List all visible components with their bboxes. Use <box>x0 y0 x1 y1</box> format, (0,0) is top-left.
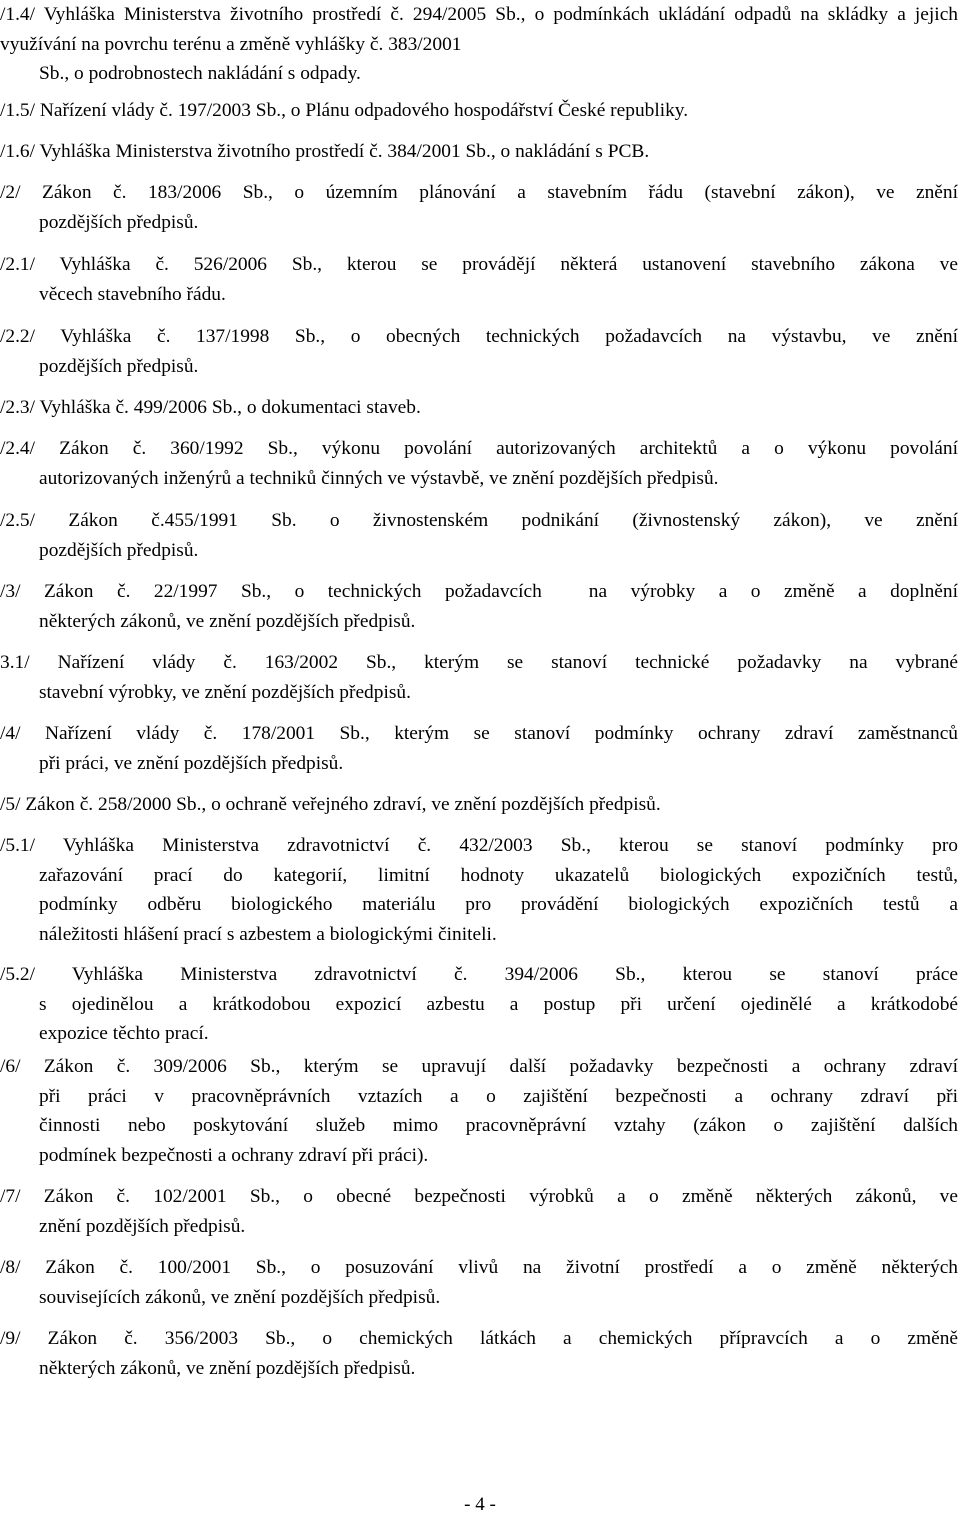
reference-line: některých zákonů, ve znění pozdějších předpisů. <box>39 610 416 632</box>
reference-line: podmínek bezpečnosti a ochrany zdraví při práci). <box>39 1144 429 1166</box>
reference-line: /1.6/ Vyhláška Ministerstva životního prostředí č. 384/2001 Sb., o nakládání s PCB. <box>0 141 650 162</box>
reference-2-3 <box>0 393 958 423</box>
reference-4 <box>0 719 958 778</box>
reference-line: /7/ Zákon č. 102/2001 Sb., o obecné bezpečnosti výrobků a o změně některých zákonů, ve <box>0 1186 958 1207</box>
reference-2-2 <box>0 322 958 381</box>
reference-line: /6/ Zákon č. 309/2006 Sb., kterým se upravují další požadavky bezpečnosti a ochrany zdraví <box>0 1056 958 1077</box>
reference-1-6 <box>0 137 958 167</box>
reference-line: /2.1/ Vyhláška č. 526/2006 Sb., kterou se provádějí některá ustanovení stavebního zákona ve <box>0 254 958 275</box>
reference-line: /1.4/ Vyhláška Ministerstva životního prostředí č. 294/2005 Sb., o podmínkách ukládání odpadů na skládky a jejich využívání na povrchu terénu a změně vyhlášky č. 383/2001 <box>0 4 958 55</box>
reference-line: 3.1/ Nařízení vlády č. 163/2002 Sb., kterým se stanoví technické požadavky na vybrané <box>0 652 958 673</box>
reference-line: při práci, ve znění pozdějších předpisů. <box>39 752 344 774</box>
reference-line: autorizovaných inženýrů a techniků činných ve výstavbě, ve znění pozdějších předpisů. <box>39 467 719 489</box>
reference-7 <box>0 1182 958 1241</box>
reference-line: /2.2/ Vyhláška č. 137/1998 Sb., o obecných technických požadavcích na výstavbu, ve znění <box>0 326 958 347</box>
reference-line: /5.1/ Vyhláška Ministerstva zdravotnictví č. 432/2003 Sb., kterou se stanoví podmínky pro <box>0 835 958 856</box>
reference-line: pozdějších předpisů. <box>39 539 199 561</box>
reference-5-2 <box>0 960 958 1049</box>
reference-line: pozdějších předpisů. <box>39 211 199 233</box>
reference-line: /2.4/ Zákon č. 360/1992 Sb., výkonu povolání autorizovaných architektů a o výkonu povolání <box>0 438 958 459</box>
reference-1-5 <box>0 96 958 126</box>
reference-line: náležitosti hlášení prací s azbestem a biologickými činiteli. <box>39 923 497 945</box>
reference-line: /2.3/ Vyhláška č. 499/2006 Sb., o dokumentaci staveb. <box>0 397 421 418</box>
reference-line: /5/ Zákon č. 258/2000 Sb., o ochraně veřejného zdraví, ve znění pozdějších předpisů. <box>0 794 661 815</box>
reference-line: souvisejících zákonů, ve znění pozdějších předpisů. <box>39 1286 441 1308</box>
reference-line: stavební výrobky, ve znění pozdějších předpisů. <box>39 681 411 703</box>
reference-2-4 <box>0 434 958 493</box>
reference-line: /8/ Zákon č. 100/2001 Sb., o posuzování vlivů na životní prostředí a o změně některých <box>0 1257 958 1278</box>
reference-3 <box>0 577 958 636</box>
reference-5 <box>0 790 958 820</box>
reference-9 <box>0 1324 958 1383</box>
reference-line: věcech stavebního řádu. <box>39 283 226 305</box>
reference-5-1 <box>0 831 958 949</box>
reference-line: /5.2/ Vyhláška Ministerstva zdravotnictví č. 394/2006 Sb., kterou se stanoví práce <box>0 964 958 985</box>
reference-line: při práci v pracovněprávních vztazích a o zajištění bezpečnosti a ochrany zdraví při <box>39 1085 958 1107</box>
reference-line: /4/ Nařízení vlády č. 178/2001 Sb., kterým se stanoví podmínky ochrany zdraví zaměstnanců <box>0 723 958 744</box>
reference-line: s ojedinělou a krátkodobou expozicí azbestu a postup při určení ojedinělé a krátkodobé <box>39 993 958 1015</box>
reference-2 <box>0 178 958 237</box>
reference-line: expozice těchto prací. <box>39 1023 209 1044</box>
reference-8 <box>0 1253 958 1312</box>
reference-line: /1.5/ Nařízení vlády č. 197/2003 Sb., o Plánu odpadového hospodářství České republiky. <box>0 100 689 121</box>
reference-line: /2.5/ Zákon č.455/1991 Sb. o živnostenském podnikání (živnostenský zákon), ve znění <box>0 510 958 531</box>
reference-line: činnosti nebo poskytování služeb mimo pracovněprávní vztahy (zákon o zajištění dalších <box>39 1115 958 1136</box>
reference-3-1 <box>0 648 958 707</box>
reference-line: pozdějších předpisů. <box>39 355 199 377</box>
reference-line: /9/ Zákon č. 356/2003 Sb., o chemických látkách a chemických přípravcích a o změně <box>0 1328 958 1349</box>
reference-line: /2/ Zákon č. 183/2006 Sb., o územním plánování a stavebním řádu (stavební zákon), ve znění <box>0 182 958 203</box>
reference-2-5 <box>0 506 958 565</box>
reference-line: podmínky odběru biologického materiálu pro provádění biologických expozičních testů a <box>39 894 958 915</box>
reference-line: /3/ Zákon č. 22/1997 Sb., o technických požadavcích na výrobky a o změně a doplnění <box>0 581 958 602</box>
reference-line: některých zákonů, ve znění pozdějších předpisů. <box>39 1357 416 1379</box>
reference-line: zařazování prací do kategorií, limitní hodnoty ukazatelů biologických expozičních testů, <box>39 864 958 886</box>
reference-line: Sb., o podrobnostech nakládání s odpady. <box>39 63 361 84</box>
reference-2-1 <box>0 250 958 309</box>
page-number: - 4 - <box>464 1494 496 1515</box>
reference-line: znění pozdějších předpisů. <box>39 1215 246 1237</box>
reference-6 <box>0 1052 958 1170</box>
reference-1-4 <box>0 0 958 89</box>
